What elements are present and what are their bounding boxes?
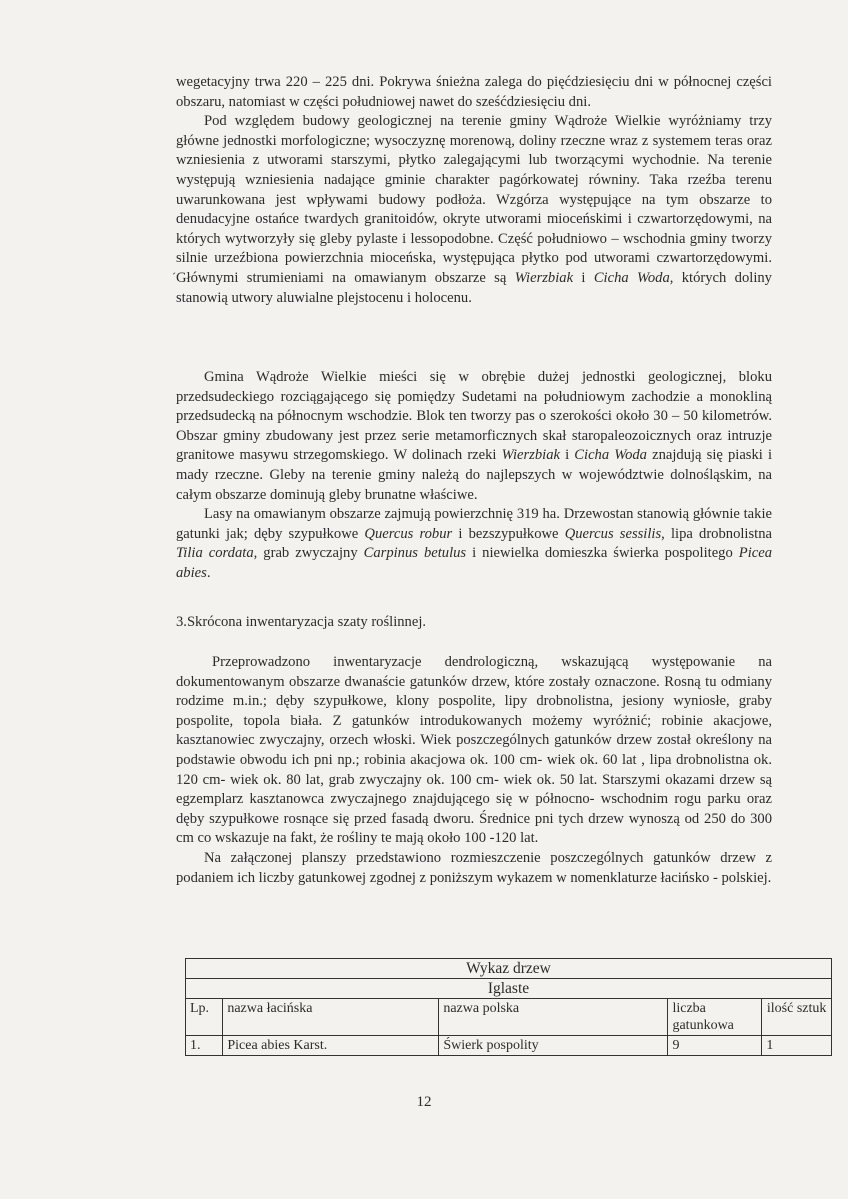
river-name: Cicha Woda — [593, 269, 670, 286]
paragraph-forests: Lasy na omawianym obszarze zajmują powierzchnię 319 ha. Drzewostan stanowią głównie takie gatunki jak; dęby szypułkowe Quercus robur i bezszypułkowe Quercus sessilis, lipa drobnolistna Tilia cordata, grab zwyczajny Carpinus betulus i niewielka domieszka świerka pospolitego Picea abies. — [176, 506, 773, 581]
latin-name: Carpinus betulus — [363, 545, 467, 562]
paragraph-climate: wegetacyjny trwa 220 – 225 dni. Pokrywa śnieżna zalega do pięćdziesięciu dni w północnej części obszaru, natomiast w części południowej nawet do sześćdziesięciu dni. — [176, 74, 772, 110]
table-row — [186, 1036, 832, 1056]
margin-mark: ˊ — [172, 270, 176, 284]
river-name: Cicha Woda — [574, 447, 647, 464]
header-polish: nazwa polska — [439, 999, 668, 1036]
header-latin: nazwa łacińska — [223, 999, 439, 1036]
cell-qty: 1 — [762, 1036, 832, 1056]
latin-name: Tilia cordata — [176, 545, 254, 562]
river-name: Wierzbiak — [501, 447, 560, 464]
tree-list-table — [185, 958, 832, 1056]
section-heading: 3.Skrócona inwentaryzacja szaty roślinnej. — [176, 614, 427, 630]
table-title: Wykaz drzew — [186, 959, 832, 979]
paragraph-inventory: Przeprowadzono inwentaryzacje dendrologiczną, wskazującą występowanie na dokumentowanym obszarze dwanaście gatunków drzew, które zostały oznaczone. Rosną tu odmiany rodzime m.in.; dęby szypułkowe, klony pospolite, lipy drobnolistna, jesiony wyniosłe, graby pospolite, topola biała. Z gatunków introdukowanych możemy wyróżnić; robinie akacjowe, kasztanowiec zwyczajny, orzech włoski. Wiek poszczególnych gatunków drzew został określony na podstawie obwodu ich pni np.; robinia akacjowa ok. 100 cm- wiek ok. 60 lat , lipa drobnolistna ok. 120 cm- wiek ok. 80 lat, grab zwyczajny ok. 100 cm- wiek ok. 50 lat. Starszymi okazami drzew są egzemplarz kasztanowca zwyczajnego znajdującego się w północno- wschodnim rogu parku oraz dęby szypułkowe rosnące się przed fasadą dworu. Średnice pni tych drzew wynoszą od 250 do 300 cm co wskazuje na fakt, że rośliny te mają około 100 -120 lat. — [176, 654, 772, 847]
text-block-region — [176, 368, 772, 584]
latin-name: Quercus sessilis — [564, 525, 662, 542]
river-name: Wierzbiak — [514, 269, 574, 286]
cell-count: 9 — [668, 1036, 762, 1056]
header-qty: ilość sztuk — [762, 999, 832, 1036]
text-block-geology — [176, 73, 772, 308]
latin-name: Quercus robur — [364, 525, 453, 542]
text-block-inventory — [176, 653, 772, 888]
cell-lp: 1. — [186, 1036, 223, 1056]
page-number: 12 — [416, 1094, 432, 1110]
header-count: liczba gatunkowa — [668, 999, 762, 1036]
paragraph-geology: Pod względem budowy geologicznej na terenie gminy Wądroże Wielkie wyróżniamy trzy główne jednostki morfologiczne; wysoczyznę morenową, doliny rzeczne wraz z systemem teras oraz wzniesienia z utworami starszymi, płytko zalegającymi lub tworzącymi wychodnie. Na terenie występują wzniesienia nadające gminie charakter pagórkowatej równiny. Taka rzeźba terenu uwarunkowana jest wpływami budowy podłoża. Wzgórza występujące na tym obszarze to denudacyjne ostańce twardych granitoidów, okryte utworami mioceńskimi i czwartorzędowymi, na których wytworzyły się gleby pylaste i lessopodobne. Część południowo – wschodnia gminy tworzy silnie urzeźbiona powierzchnia mioceńska, występująca płytko pod utworami czwartorzędowymi. Głównymi strumieniami na omawianym obszarze są Wierzbiak i Cicha Woda, których doliny stanowią utwory aluwialne plejstocenu i holocenu. — [176, 113, 772, 306]
paragraph-plan: Na załączonej planszy przedstawiono rozmieszczenie poszczególnych gatunków drzew z podaniem ich liczby gatunkowej zgodnej z poniższym wykazem w nomenklaturze łacińsko - polskiej. — [176, 849, 772, 886]
cell-latin: Picea abies Karst. — [223, 1036, 439, 1056]
table-subtitle: Iglaste — [186, 979, 832, 999]
cell-polish: Świerk pospolity — [439, 1036, 668, 1056]
latin-name: Picea abies — [176, 545, 773, 581]
table-header-row — [186, 999, 832, 1036]
header-lp: Lp. — [186, 999, 223, 1036]
paragraph-region: Gmina Wądroże Wielkie mieści się w obrębie dużej jednostki geologicznej, bloku przedsudeckiego rozciągającego się pomiędzy Sudetami na południowym zachodzie a monokliną przedsudecką na północnym wschodzie. Blok ten tworzy pas o szerokości około 30 – 50 kilometrów. Obszar gminy zbudowany jest przez serie metamorficznych skał staropaleozoicznych oraz intruzje granitowe masywu strzegomskiego. W dolinach rzeki Wierzbiak i Cicha Woda znajdują się piaski i mady rzeczne. Gleby na terenie gminy należą do najlepszych w województwie dolnośląskim, na całym obszarze dominują gleby brunatne właściwe. — [176, 369, 772, 503]
